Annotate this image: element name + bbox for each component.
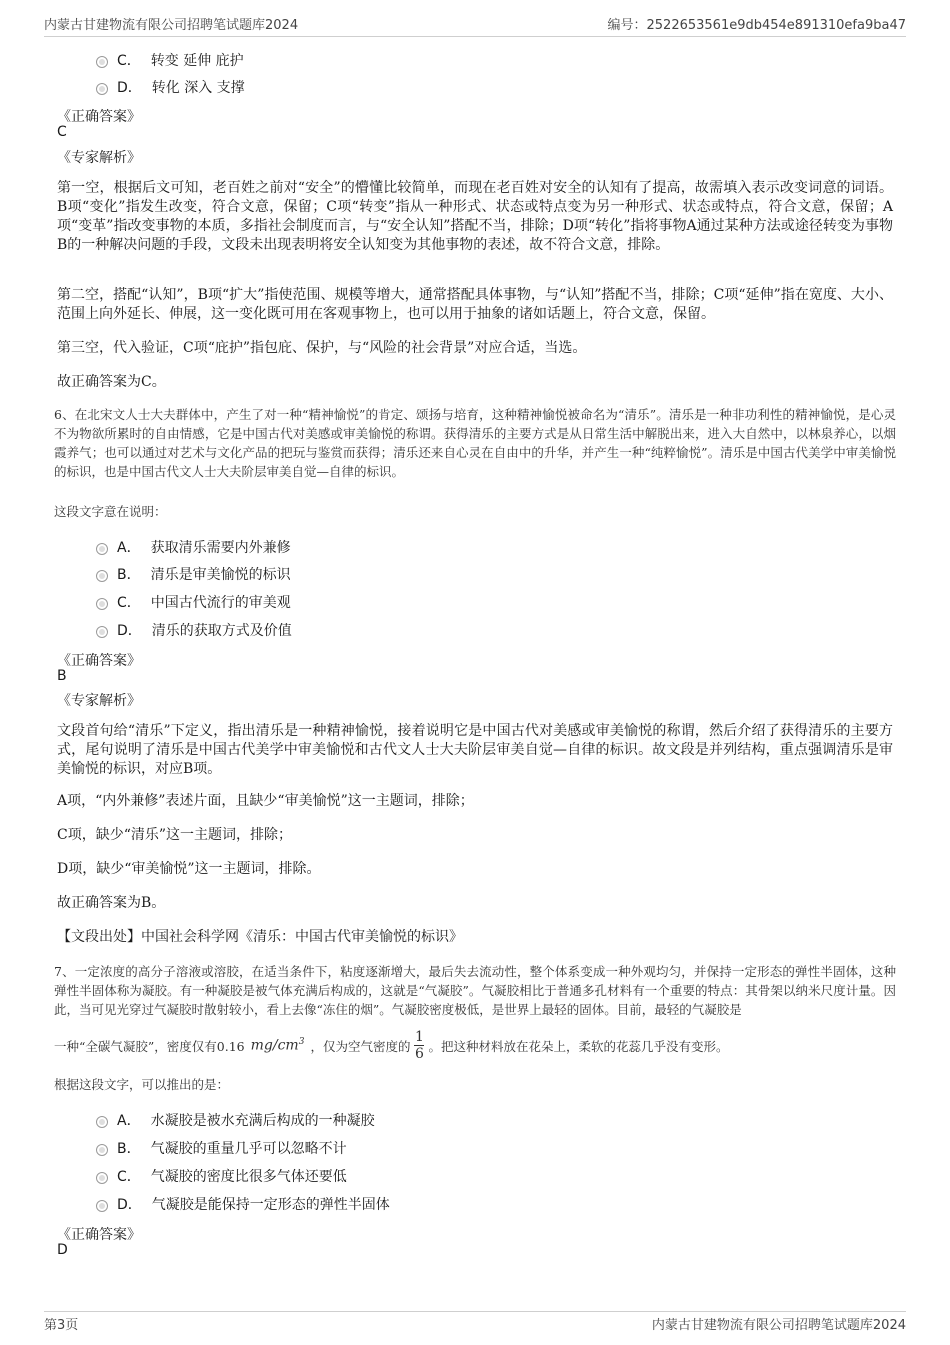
q7-stem-tail: 一种“全碳气凝胶”，密度仅有0.16 $mg/cm^3$ ，仅为空气密度的 $\frac{1}{6}$ 。把这种材料放在花朵上，柔软的花蕊几乎没有变形。 xyxy=(54,1029,729,1062)
q6-question: 这段文字意在说明： xyxy=(54,504,167,519)
q5-answer: C xyxy=(57,124,67,140)
radio-icon[interactable] xyxy=(96,83,108,95)
radio-icon[interactable] xyxy=(96,570,108,582)
q6-source: 【文段出处】中国社会科学网《清乐：中国古代审美愉悦的标识》 xyxy=(57,929,463,945)
q6-answer: B xyxy=(57,668,67,684)
footer-page: 第3页 xyxy=(44,1318,79,1333)
q6-option-c[interactable]: C． 中国古代流行的审美观 xyxy=(96,592,291,612)
radio-icon[interactable] xyxy=(96,1144,108,1156)
q7-option-b[interactable]: B． 气凝胶的重量几乎可以忽略不计 xyxy=(96,1138,347,1158)
q5-analysis-p3: 第三空，代入验证，C项“庇护”指包庇、保护，与“风险的社会背景”对应合适，当选。 xyxy=(57,340,587,356)
radio-icon[interactable] xyxy=(96,543,108,555)
q7-option-c[interactable]: C． 气凝胶的密度比很多气体还要低 xyxy=(96,1166,347,1186)
q7-stem: 7、一定浓度的高分子溶液或溶胶，在适当条件下，粘度逐渐增大，最后失去流动性，整个体系变成一种外观均匀，并保持一定形态的弹性半固体，这种弹性半固体称为凝胶。有一种凝胶是被气体充满后构成的，这就是“气凝胶”。气凝胶相比于普通多孔材料有一个重要的特点：其骨架以纳米尺度计量。因此，当可见光穿过气凝胶时散射较小，看上去像“冻住的烟”。气凝胶密度极低，是世界上最轻的固体。目前，最轻的气凝胶是 xyxy=(54,964,896,1017)
q6-analysis-p3: C项，缺少“清乐”这一主题词，排除； xyxy=(57,827,293,843)
radio-icon[interactable] xyxy=(96,1200,108,1212)
header-divider xyxy=(44,36,906,37)
q5-option-c[interactable]: C． 转变 延伸 庇护 xyxy=(96,50,244,70)
q7-option-d[interactable]: D． 气凝胶是能保持一定形态的弹性半固体 xyxy=(96,1194,390,1214)
q7-question: 根据这段文字，可以推出的是： xyxy=(54,1077,230,1092)
header-code-label: 编号： xyxy=(607,18,647,33)
q7-answer-label: 《正确答案》 xyxy=(57,1227,141,1243)
fraction-one-sixth: $\frac{1}{6}$ xyxy=(414,1029,424,1062)
radio-icon[interactable] xyxy=(96,1116,108,1128)
q5-analysis-label: 《专家解析》 xyxy=(57,150,141,166)
q6-analysis-p1: 文段首句给“清乐”下定义，指出清乐是一种精神愉悦，接着说明它是中国古代对美感或审美愉悦的称谓，然后介绍了获得清乐的主要方式，尾句说明了清乐是中国古代美学中审美愉悦和古代文人士大夫阶层审美自觉—自律的标识。故文段是并列结构，重点强调清乐是审美愉悦的标识，对应B项。 xyxy=(57,723,893,777)
q5-answer-label: 《正确答案》 xyxy=(57,109,141,125)
q6-option-d[interactable]: D． 清乐的获取方式及价值 xyxy=(96,620,292,640)
footer-divider xyxy=(44,1311,906,1312)
radio-icon[interactable] xyxy=(96,56,108,68)
density-unit: $mg/cm^3$ xyxy=(250,1037,305,1054)
q5-analysis-p2: 第二空，搭配“认知”，B项“扩大”指使范围、规模等增大，通常搭配具体事物，与“认知”搭配不当，排除；C项“延伸”指在宽度、大小、范围上向外延长、伸展，这一变化既可用在客观事物上，也可以用于抽象的诸如话题上，符合文意，保留。 xyxy=(57,287,893,322)
q6-stem: 6、在北宋文人士大夫群体中，产生了对一种“精神愉悦”的肯定、颂扬与培育，这种精神愉悦被命名为“清乐”。清乐是一种非功利性的精神愉悦，是心灵不为物欲所累时的自由情感，它是中国古代对美感或审美愉悦的称谓。获得清乐的主要方式是从日常生活中解脱出来，进入大自然中，以林泉养心，以烟霞养气；也可以通过对艺术与文化产品的把玩与鉴赏而获得；清乐还来自心灵在自由中的升华，并产生一种“纯粹愉悦”。清乐是中国古代美学中审美愉悦的标识，也是中国古代文人士大夫阶层审美自觉—自律的标识。 xyxy=(54,407,896,479)
q5-option-d[interactable]: D． 转化 深入 支撑 xyxy=(96,77,245,97)
radio-icon[interactable] xyxy=(96,598,108,610)
q6-analysis-p5: 故正确答案为B。 xyxy=(57,895,166,911)
header-code xyxy=(607,14,906,33)
radio-icon[interactable] xyxy=(96,626,108,638)
footer-title: 内蒙古甘建物流有限公司招聘笔试题库2024 xyxy=(651,1318,906,1333)
q6-analysis-label: 《专家解析》 xyxy=(57,693,141,709)
header-title: 内蒙古甘建物流有限公司招聘笔试题库2024 xyxy=(44,18,299,33)
q7-answer: D xyxy=(57,1242,68,1258)
q6-analysis-p2: A项，“内外兼修”表述片面，且缺少“审美愉悦”这一主题词，排除； xyxy=(57,793,474,809)
q6-analysis-p4: D项，缺少“审美愉悦”这一主题词，排除。 xyxy=(57,861,321,877)
q6-answer-label: 《正确答案》 xyxy=(57,653,141,669)
q5-analysis-p1: 第一空，根据后文可知，老百姓之前对“安全”的懵懂比较简单，而现在老百姓对安全的认知有了提高，故需填入表示改变词意的词语。B项“变化”指发生改变，符合文意，保留；C项“转变”指从一种形式、状态或特点变为另一种形式、状态或特点，符合文意，保留；A项“变革”指改变事物的本质，多指社会制度而言，与“安全认知”搭配不当，排除；D项“转化”指将事物A通过某种方法或途径转变为事物B的一种解决问题的手段，文段未出现表明将安全认知变为其他事物的表述，故不符合文意，排除。 xyxy=(57,180,893,253)
header-code-value: 2522653561e9db454e891310efa9ba47 xyxy=(646,18,906,33)
q5-analysis-p4: 故正确答案为C。 xyxy=(57,374,166,390)
radio-icon[interactable] xyxy=(96,1172,108,1184)
q7-option-a[interactable]: A． 水凝胶是被水充满后构成的一种凝胶 xyxy=(96,1110,375,1130)
q6-option-a[interactable]: A． 获取清乐需要内外兼修 xyxy=(96,537,291,557)
q6-option-b[interactable]: B． 清乐是审美愉悦的标识 xyxy=(96,564,291,584)
